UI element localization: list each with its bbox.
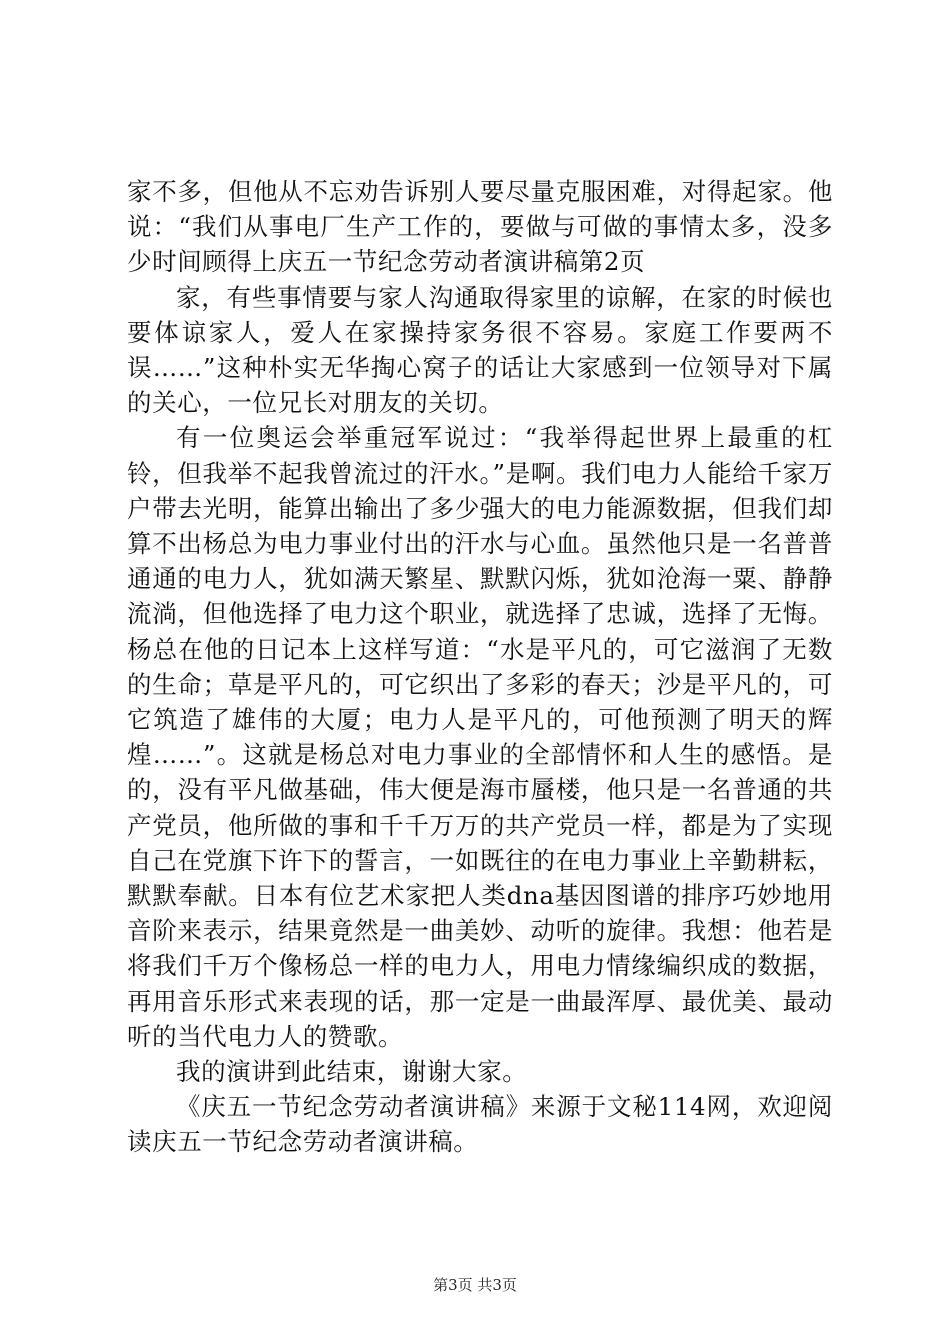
page-number-footer: 第3页 共3页 (433, 1276, 517, 1294)
paragraph-continuation: 家不多，但他从不忘劝告诉别人要尽量克服困难，对得起家。他说：“我们从事电厂生产工作的，要做与可做的事情太多，没多少时间顾得上庆五一节纪念劳动者演讲稿第2页 (127, 177, 833, 277)
paragraph-source-note: 《庆五一节纪念劳动者演讲稿》来源于文秘114网，欢迎阅读庆五一节纪念劳动者演讲稿。 (127, 1092, 833, 1157)
paragraph-olympic-quote: 有一位奥运会举重冠军说过：“我举得起世界上最重的杠铃，但我举不起我曾流过的汗水。”是啊。我们电力人能给千家万户带去光明，能算出输出了多少强大的电力能源数据，但我们却算不出杨总为电力事业付出的汗水与心血。虽然他只是一名普普通通的电力人，犹如满天繁星、默默闪烁，犹如沧海一粟、静静流淌，但他选择了电力这个职业，就选择了忠诚，选择了无悔。杨总在他的日记本上这样写道：“水是平凡的，可它滋润了无数的生命；草是平凡的，可它织出了多彩的春天；沙是平凡的，可它筑造了雄伟的大厦；电力人是平凡的，可他预测了明天的辉煌……”。这就是杨总对电力事业的全部情怀和人生的感悟。是的，没有平凡做基础，伟大便是海市蜃楼，他只是一名普通的共产党员，他所做的事和千千万万的共产党员一样，都是为了实现自己在党旗下许下的誓言，一如既往的在电力事业上辛勤耕耘，默默奉献。日本有位艺术家把人类dna基因图谱的排序巧妙地用音阶来表示，结果竟然是一曲美妙、动听的旋律。我想：他若是将我们千万个像杨总一样的电力人，用电力情缘编织成的数据，再用音乐形式来表现的话，那一定是一曲最浑厚、最优美、最动听的当代电力人的赞歌。 (127, 423, 833, 1051)
paragraph-family: 家，有些事情要与家人沟通取得家里的谅解，在家的时候也要体谅家人，爱人在家操持家务很不容易。家庭工作要两不误……”这种朴实无华掏心窝子的话让大家感到一位领导对下属的关心，一位兄长对朋友的关切。 (127, 282, 833, 418)
document-body (127, 174, 833, 1160)
paragraph-closing: 我的演讲到此结束，谢谢大家。 (176, 1057, 528, 1087)
